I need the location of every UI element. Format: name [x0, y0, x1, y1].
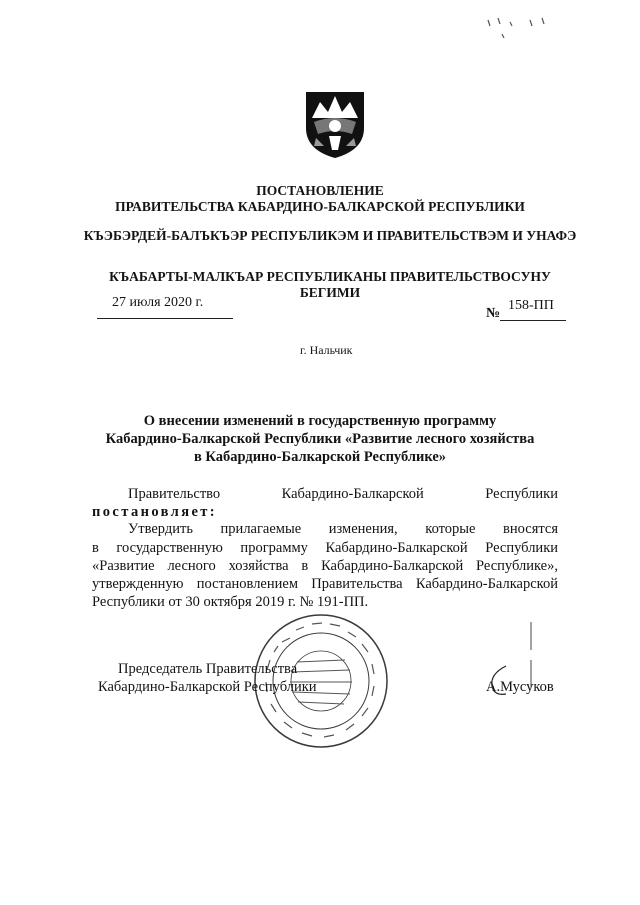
document-type-title: ПОСТАНОВЛЕНИЕ [256, 183, 384, 198]
issuer-kabardian: КЪЭБЭРДЕЙ-БАЛЪКЪЭР РЕСПУБЛИКЭМ И ПРАВИТЕЛЬСТВЭМ И УНАФЭ [83, 228, 577, 243]
coat-of-arms-emblem [302, 88, 368, 160]
document-date: 27 июля 2020 г. [112, 295, 204, 310]
document-subject [90, 412, 550, 466]
number-sign: № [486, 306, 501, 321]
subject-line: О внесении изменений в государственную программу [143, 413, 497, 429]
subject-line: Кабардино-Балкарской Республики «Развитие лесного хозяйства [105, 431, 535, 447]
body-line: «Развитие лесного хозяйства в Кабардино-Балкарской Республике», [92, 558, 558, 574]
signatory-name: А.Мусуков [486, 679, 554, 695]
issuer-russian: ПРАВИТЕЛЬСТВА КАБАРДИНО-БАЛКАРСКОЙ РЕСПУБЛИКИ [115, 199, 525, 214]
city: г. Нальчик [300, 343, 353, 357]
document-number: 158-ПП [508, 298, 554, 313]
body-line: Утвердить прилагаемые изменения, которые вносятся [128, 521, 558, 537]
number-underline [500, 320, 566, 321]
date-underline [97, 318, 233, 319]
issuer-karachay-balkar: КЪАБАРТЫ-МАЛКЪАР РЕСПУБЛИКАНЫ ПРАВИТЕЛЬСТВОСУНУ БЕГИМИ [109, 269, 551, 300]
margin-marks [528, 620, 534, 690]
signatory-position-line2: Кабардино-Балкарской Республики [98, 679, 317, 695]
signatory-position-line1: Председатель Правительства [118, 661, 298, 677]
body-line: Республики от 30 октября 2019 г. № 191-ПП. [92, 594, 369, 610]
body-line: утвержденную постановлением Правительства Кабардино-Балкарской [92, 576, 558, 592]
scan-artifact-marks [480, 14, 560, 44]
subject-line: в Кабардино-Балкарской Республике» [193, 449, 447, 465]
body-decrees-word: постановляет: [92, 504, 218, 520]
handwritten-signature [486, 664, 512, 698]
body-government-line: Правительство Кабардино-Балкарской Республики [128, 486, 558, 502]
body-line: в государственную программу Кабардино-Балкарской Республики [92, 540, 558, 556]
